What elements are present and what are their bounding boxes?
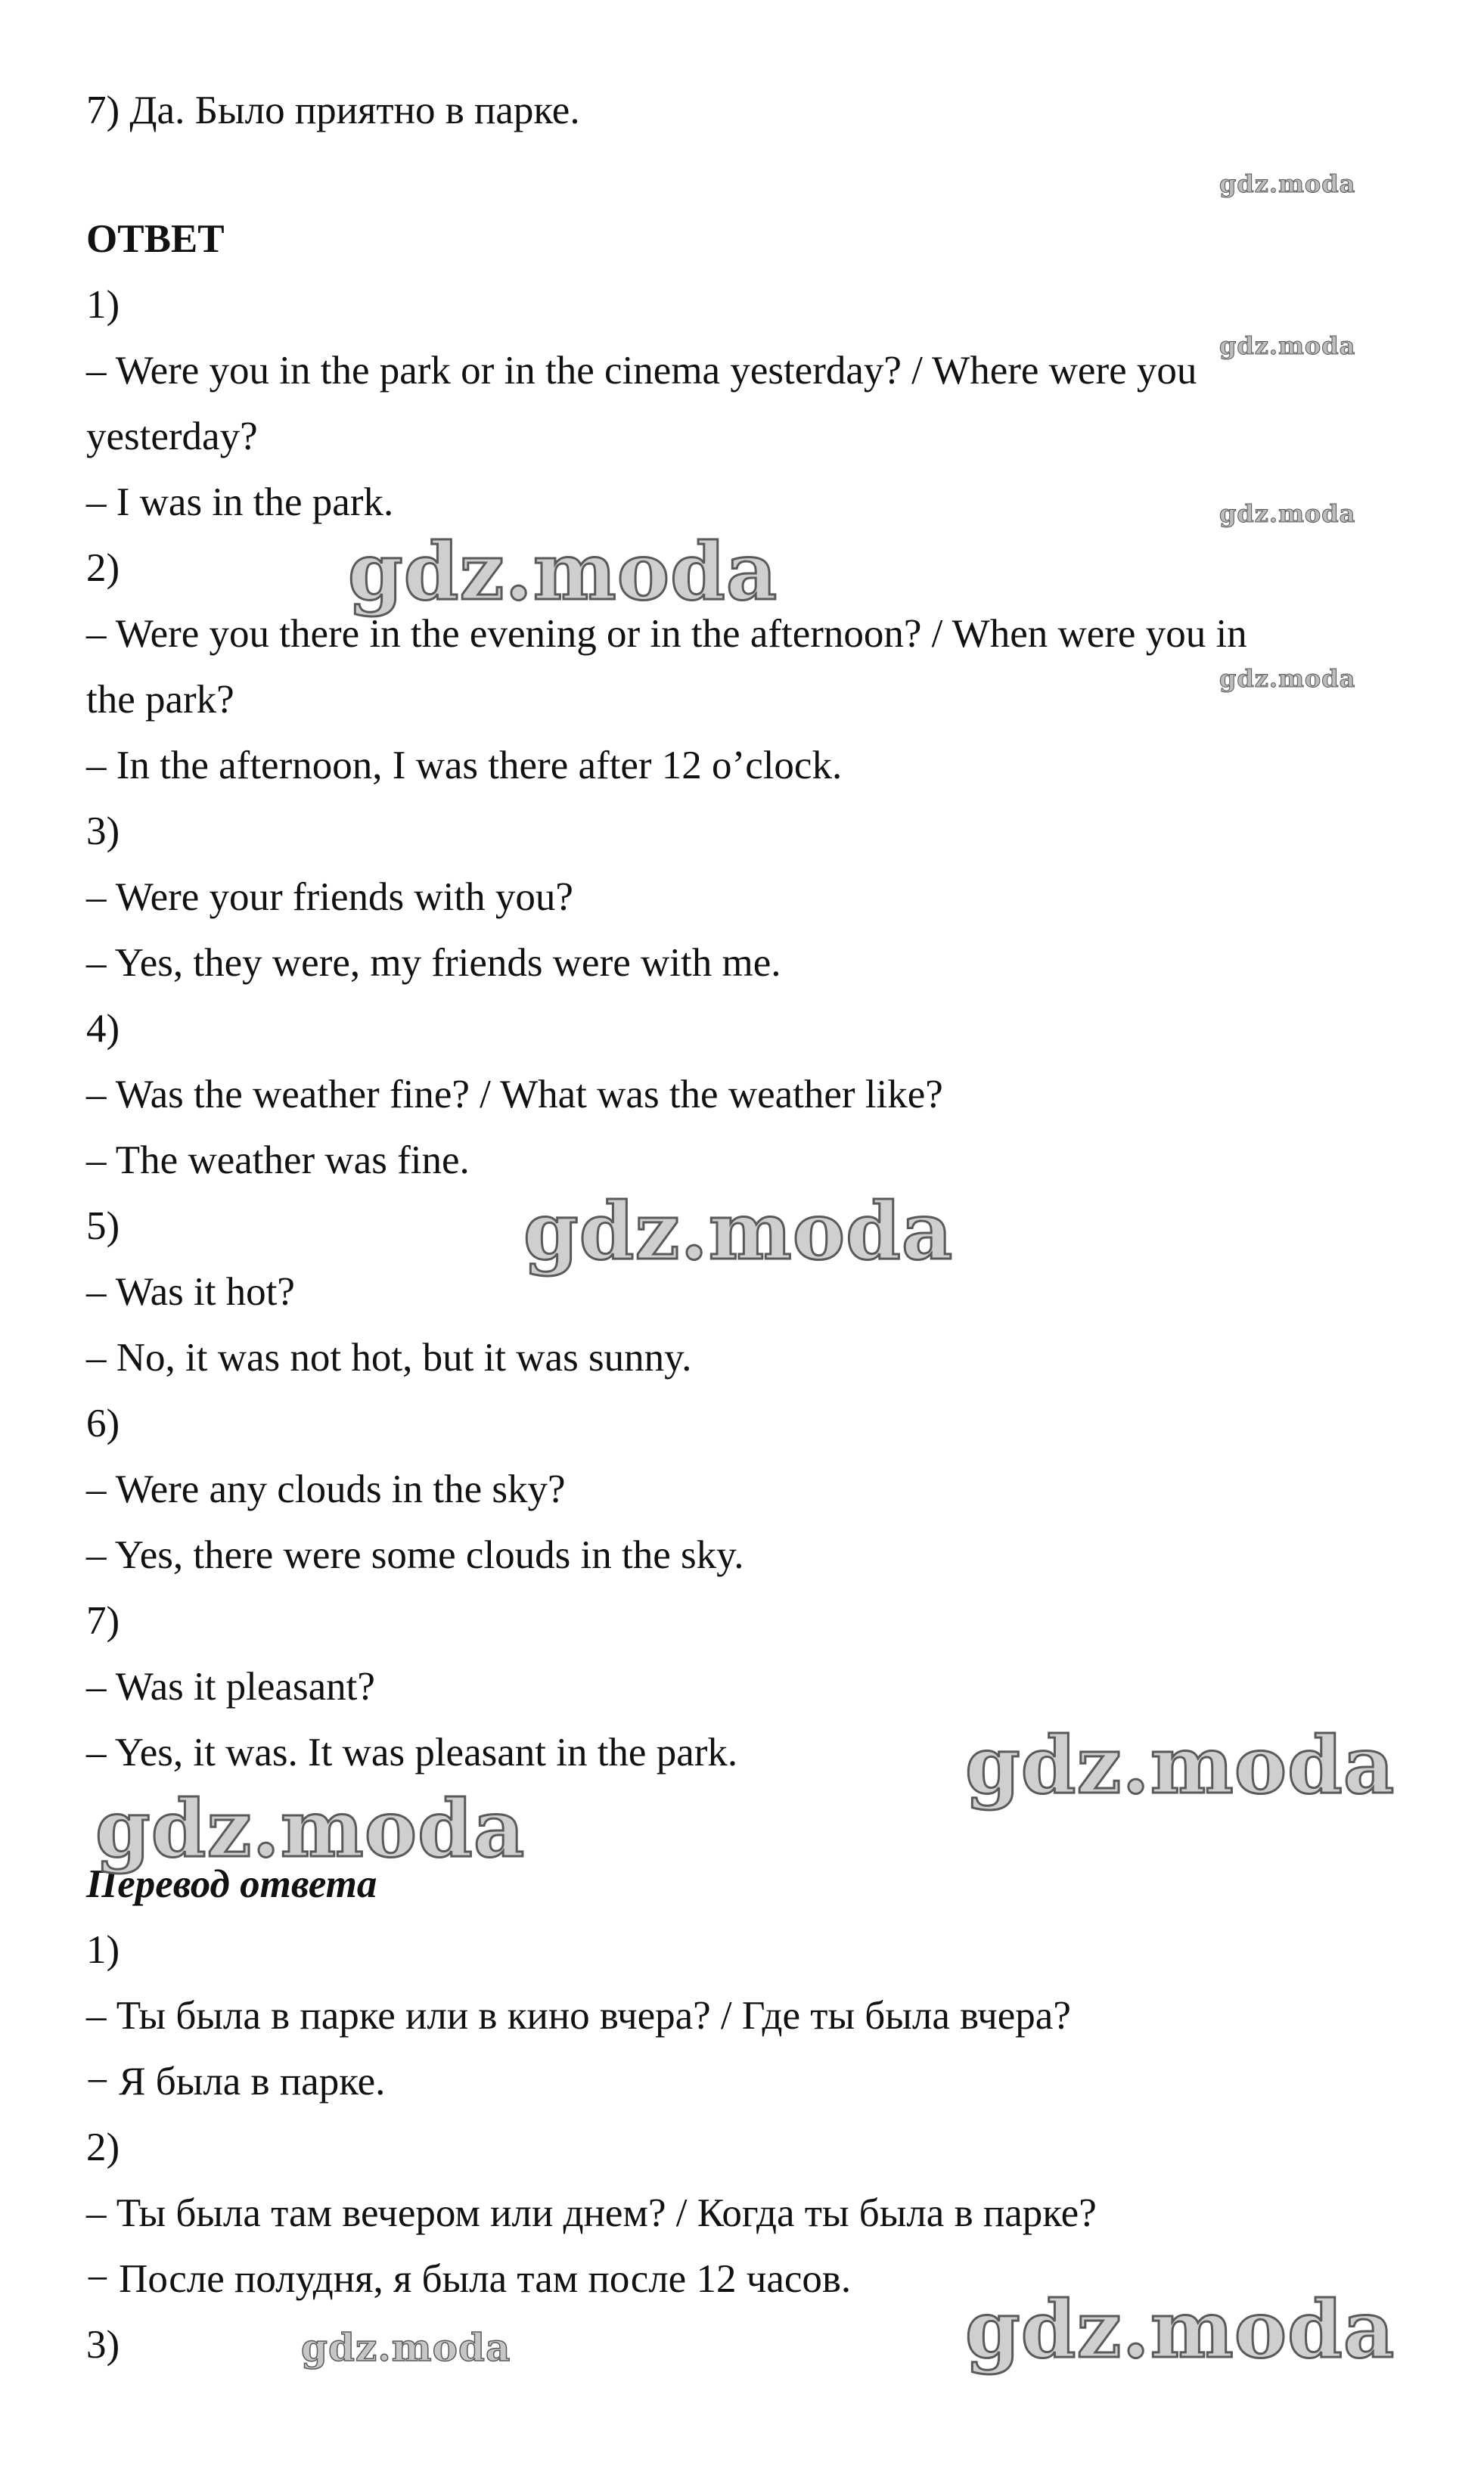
answer-heading: ОТВЕТ [86, 217, 225, 261]
item-number: 2) [86, 2125, 120, 2169]
text-line: – No, it was not hot, but it was sunny. [86, 1336, 692, 1380]
text-line: – Yes, it was. It was pleasant in the park. [86, 1731, 738, 1775]
item-number: 2) [86, 546, 120, 590]
text-line: – Ты была в парке или в кино вчера? / Где ты была вчера? [86, 1994, 1071, 2038]
translation-heading: Перевод ответа [86, 1862, 377, 1906]
watermark-logo: gdz.moda [523, 1185, 954, 1278]
text-line: – Were you in the park or in the cinema yesterday? / Where were you [86, 349, 1197, 393]
item-number: 5) [86, 1204, 120, 1248]
watermark-logo: gdz.moda [965, 2283, 1396, 2376]
watermark-logo: gdz.moda [965, 1719, 1396, 1812]
item-number: 3) [86, 2323, 120, 2367]
item-number: 7) [86, 1599, 120, 1643]
watermark-logo: gdz.moda [1219, 499, 1356, 528]
text-line: the park? [86, 678, 234, 722]
text-line: – Were your friends with you? [86, 875, 573, 919]
watermark-logo: gdz.moda [1219, 664, 1356, 693]
text-line: – Was it pleasant? [86, 1665, 375, 1709]
item-number: 6) [86, 1402, 120, 1445]
text-line: – In the afternoon, I was there after 12 o’clock. [86, 744, 843, 787]
text-line: − Я была в парке. [86, 2060, 386, 2104]
text-line: – Yes, they were, my friends were with me. [86, 941, 781, 985]
text-line: – Yes, there were some clouds in the sky. [86, 1533, 744, 1577]
text-line: – Ты была там вечером или днем? / Когда ты была в парке? [86, 2191, 1097, 2235]
watermark-logo: gdz.moda [1219, 169, 1356, 198]
text-line: 7) Да. Было приятно в парке. [86, 88, 580, 132]
text-line: – Was the weather fine? / What was the weather like? [86, 1073, 943, 1116]
item-number: 4) [86, 1007, 120, 1051]
text-line: – I was in the park. [86, 480, 394, 524]
watermark-logo: gdz.moda [301, 2325, 511, 2370]
item-number: 1) [86, 283, 120, 327]
text-line: yesterday? [86, 415, 258, 458]
text-line: – The weather was fine. [86, 1138, 470, 1182]
text-line: – Was it hot? [86, 1270, 295, 1314]
watermark-logo: gdz.moda [1219, 331, 1356, 360]
text-line: – Were you there in the evening or in the afternoon? / When were you in [86, 612, 1247, 656]
text-line: – Were any clouds in the sky? [86, 1467, 566, 1511]
text-line: − После полудня, я была там после 12 часов. [86, 2257, 852, 2301]
watermark-logo: gdz.moda [95, 1782, 526, 1875]
item-number: 3) [86, 809, 120, 853]
watermark-logo: gdz.moda [348, 525, 778, 618]
item-number: 1) [86, 1928, 120, 1972]
